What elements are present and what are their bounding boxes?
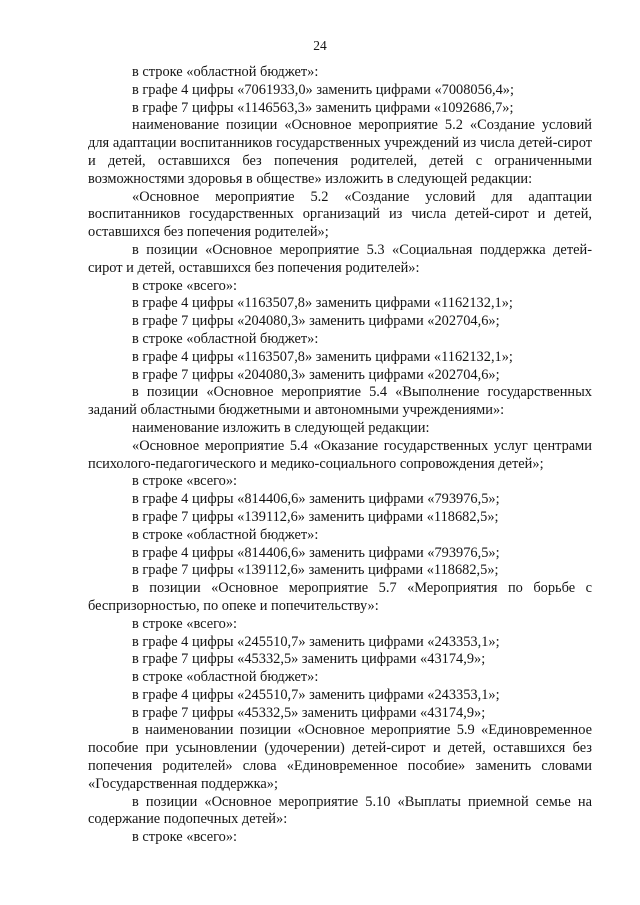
paragraph: наименование позиции «Основное мероприятие 5.2 «Создание условий для адаптации воспитанников государственных учреждений из числа детей-сирот и детей, оставшихся без попечения родителей, детей с ограниченными возможностями здоровья в обществе» изложить в следующей редакции: <box>88 117 592 187</box>
paragraph: в графе 7 цифры «204080,3» заменить цифрами «202704,6»; <box>132 313 500 330</box>
paragraph: в графе 4 цифры «1163507,8» заменить цифрами «1162132,1»; <box>132 348 513 365</box>
paragraph: в позиции «Основное мероприятие 5.10 «Выплаты приемной семье на содержание подопечных детей»: <box>88 793 592 828</box>
paragraph: в графе 7 цифры «1146563,3» заменить цифрами «1092686,7»; <box>132 99 514 116</box>
paragraph: в строке «всего»: <box>132 473 238 490</box>
paragraph: в позиции «Основное мероприятие 5.3 «Социальная поддержка детей-сирот и детей, оставшихся без попечения родителей»: <box>88 241 592 276</box>
paragraph: в графе 4 цифры «245510,7» заменить цифрами «243353,1»; <box>132 633 500 650</box>
paragraph: в графе 7 цифры «45332,5» заменить цифрами «43174,9»; <box>132 651 486 668</box>
paragraph: в графе 7 цифры «45332,5» заменить цифрами «43174,9»; <box>132 704 486 721</box>
paragraph: в графе 4 цифры «7061933,0» заменить цифрами «7008056,4»; <box>132 81 514 98</box>
paragraph: в строке «областной бюджет»: <box>132 64 319 80</box>
paragraph: в строке «всего»: <box>132 277 238 294</box>
paragraph: в строке «областной бюджет»: <box>132 330 319 347</box>
paragraph: в строке «областной бюджет»: <box>132 526 319 543</box>
paragraph: «Основное мероприятие 5.4 «Оказание государственных услуг центрами психолого-педагогического и медико-социального сопровождения детей»; <box>88 437 592 472</box>
paragraph: в позиции «Основное мероприятие 5.4 «Выполнение государственных заданий областными бюджетными и автономными учреждениями»: <box>88 384 592 419</box>
paragraph: наименование изложить в следующей редакции: <box>132 419 430 436</box>
paragraph: в строке «всего»: <box>132 615 238 632</box>
paragraph: в графе 4 цифры «245510,7» заменить цифрами «243353,1»; <box>132 686 500 703</box>
paragraph: в графе 7 цифры «204080,3» заменить цифрами «202704,6»; <box>132 366 500 383</box>
paragraph: в графе 4 цифры «1163507,8» заменить цифрами «1162132,1»; <box>132 295 513 312</box>
paragraph: в графе 4 цифры «814406,6» заменить цифрами «793976,5»; <box>132 491 500 508</box>
paragraph: в графе 4 цифры «814406,6» заменить цифрами «793976,5»; <box>132 544 500 561</box>
paragraph: в позиции «Основное мероприятие 5.7 «Мероприятия по борьбе с беспризорностью, по опеке и попечительству»: <box>88 580 592 614</box>
paragraph: «Основное мероприятие 5.2 «Создание условий для адаптации воспитанников государственных организаций из числа детей-сирот и детей, оставшихся без попечения родителей»; <box>88 188 592 241</box>
paragraph: в наименовании позиции «Основное мероприятие 5.9 «Единовременное пособие при усыновлении (удочерении) детей-сирот и детей, оставшихся без попечения родителей» слова «Единовременное пособие» заменить словами «Государственная поддержка»; <box>88 722 592 792</box>
paragraph: в строке «областной бюджет»: <box>132 669 319 686</box>
page-number: 24 <box>313 38 327 53</box>
paragraph: в графе 7 цифры «139112,6» заменить цифрами «118682,5»; <box>132 508 499 525</box>
document-body <box>88 64 592 847</box>
paragraph: в строке «всего»: <box>132 829 238 846</box>
paragraph: в графе 7 цифры «139112,6» заменить цифрами «118682,5»; <box>132 562 499 579</box>
